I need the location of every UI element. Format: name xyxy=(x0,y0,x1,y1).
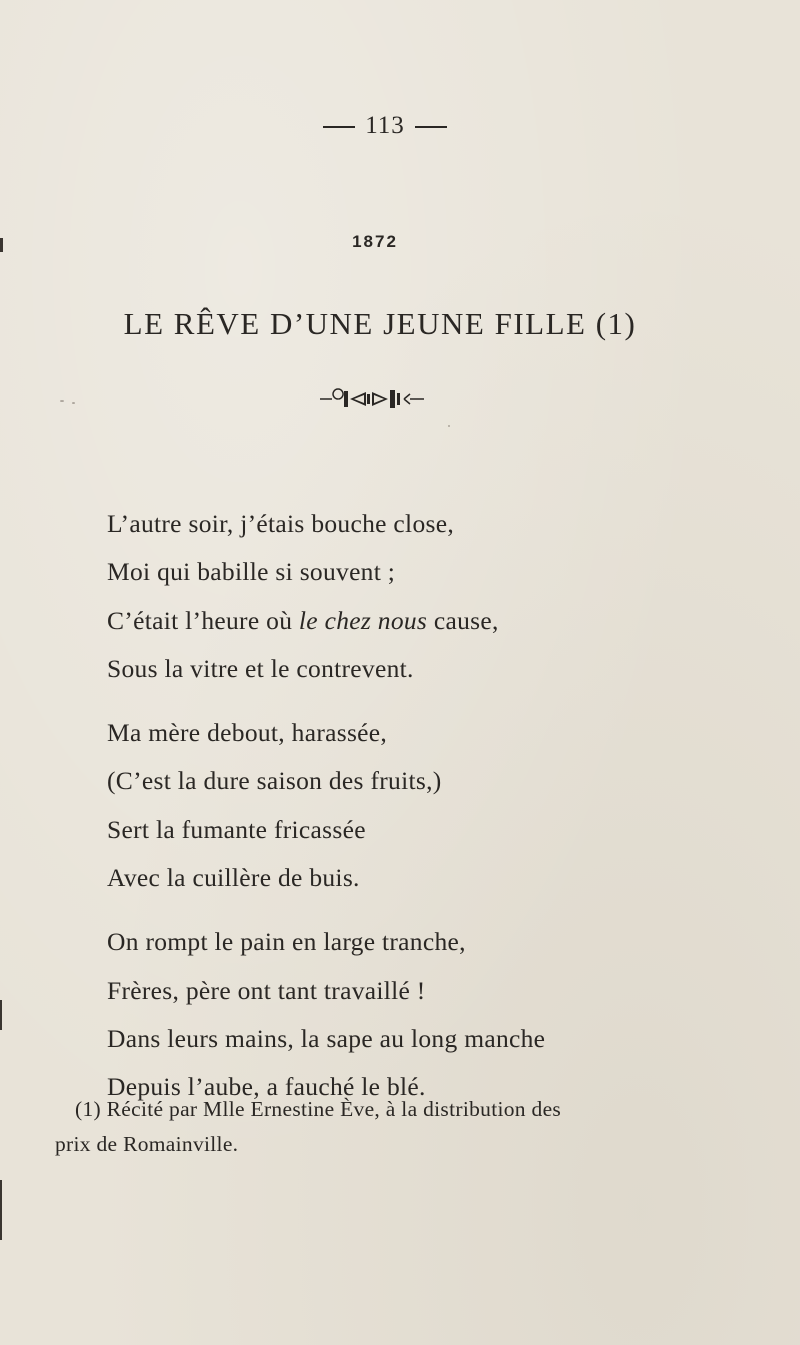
poem-line: Ma mère debout, harassée, xyxy=(107,718,388,748)
poem-line: Dans leurs mains, la sape au long manche xyxy=(107,1023,546,1053)
page-number-dash-left xyxy=(323,126,355,128)
page-number-dash-right xyxy=(415,126,447,128)
poem-line-text: cause, xyxy=(427,605,499,635)
ornament-divider-icon xyxy=(320,386,436,412)
poem-year: 1872 xyxy=(352,232,398,251)
footnote xyxy=(55,1092,715,1162)
paper-speck xyxy=(72,402,75,404)
poem-line: On rompt le pain en large tranche, xyxy=(107,927,466,957)
poem-line: Sous la vitre et le contrevent. xyxy=(107,653,414,683)
footnote-line xyxy=(55,1092,715,1127)
page-edge-mark xyxy=(0,1000,2,1030)
stanza xyxy=(107,918,667,1111)
poem-title: LE RÊVE D’UNE JEUNE FILLE (1) xyxy=(123,306,637,341)
poem-line xyxy=(107,597,667,645)
poem-body xyxy=(107,500,667,1128)
page-number xyxy=(0,112,770,140)
footnote-line: prix de Romainville. xyxy=(55,1132,239,1156)
poem-line: L’autre soir, j’étais bouche close, xyxy=(107,509,455,538)
stanza xyxy=(107,500,667,693)
stanza xyxy=(107,709,667,902)
poem-line-text: C’était l’heure où xyxy=(107,605,299,635)
page-edge-mark xyxy=(0,1180,2,1240)
paper-speck xyxy=(448,425,450,427)
poem-line: Moi qui babille si souvent ; xyxy=(107,557,396,587)
paper-speck xyxy=(60,400,64,402)
footnote-text: (1) Récité par Mlle Ernestine Ève, à la distribution des xyxy=(75,1097,562,1121)
poem-line: Avec la cuillère de buis. xyxy=(107,863,360,893)
page-number-text: 113 xyxy=(365,112,405,139)
poem-line: (C’est la dure saison des fruits,) xyxy=(107,766,442,796)
poem-line: Frères, père ont tant travaillé ! xyxy=(107,975,426,1005)
poem-line-italic: le chez nous xyxy=(298,605,428,635)
poem-line: Sert la fumante fricassée xyxy=(107,814,366,844)
poem-line: Depuis l’aube, a fauché le blé. xyxy=(107,1072,426,1102)
